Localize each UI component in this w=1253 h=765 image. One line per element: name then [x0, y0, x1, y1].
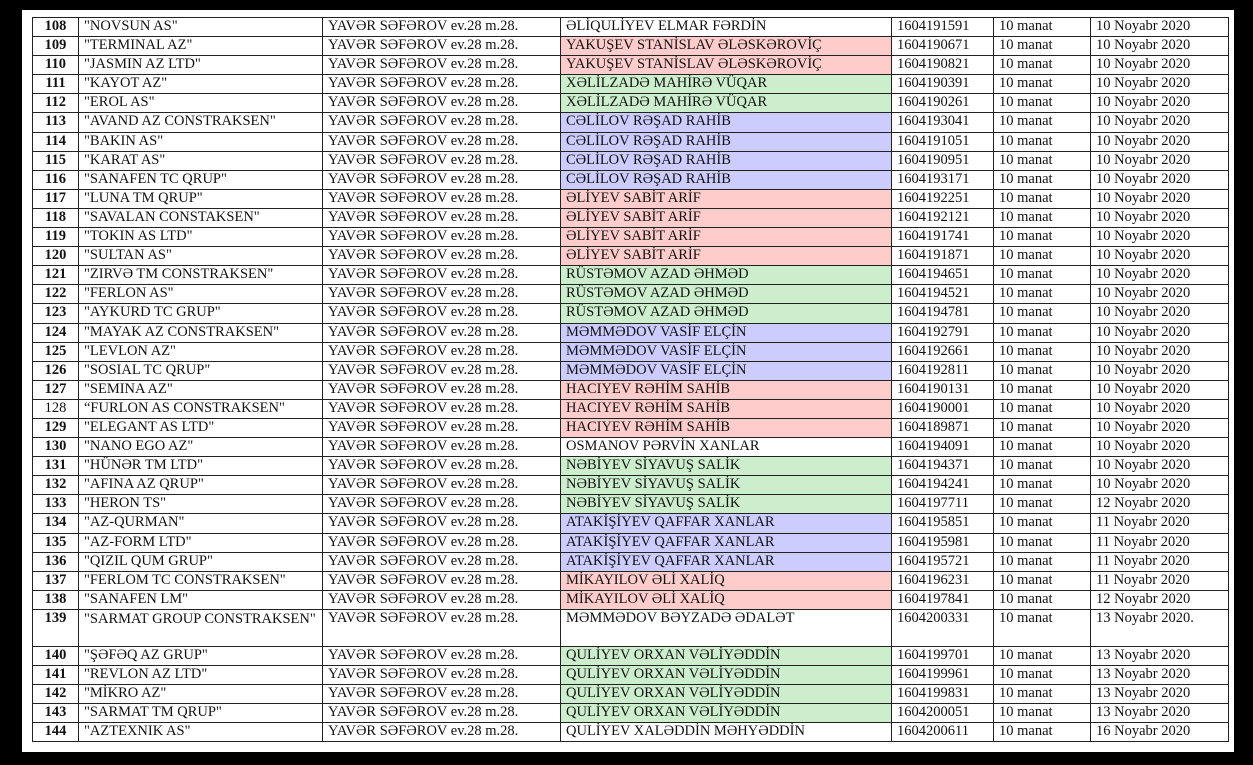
table-row	[33, 495, 1229, 514]
code-cell: 1604190261	[892, 94, 994, 113]
table-row	[33, 247, 1229, 266]
table-row	[33, 228, 1229, 247]
person-name-cell: NƏBİYEV SİYAVUŞ SALİK	[561, 495, 892, 514]
company-name-cell: "ELEGANT AS LTD"	[79, 418, 323, 437]
address-cell: YAVƏR SƏFƏROV ev.28 m.28.	[323, 609, 561, 646]
date-cell: 10 Noyabr 2020	[1091, 56, 1229, 75]
person-name-cell: MƏMMƏDOV VASİF ELÇİN	[561, 323, 892, 342]
table-row	[33, 571, 1229, 590]
date-cell: 13 Noyabr 2020.	[1091, 609, 1229, 646]
code-cell: 1604191051	[892, 132, 994, 151]
company-name-cell: "AZ-QURMAN"	[79, 514, 323, 533]
date-cell: 10 Noyabr 2020	[1091, 247, 1229, 266]
amount-cell: 10 manat	[994, 552, 1091, 571]
date-cell: 13 Noyabr 2020	[1091, 666, 1229, 685]
code-cell: 1604199701	[892, 646, 994, 665]
amount-cell: 10 manat	[994, 666, 1091, 685]
date-cell: 10 Noyabr 2020	[1091, 189, 1229, 208]
person-name-cell: QULİYEV ORXAN VƏLİYƏDDİN	[561, 666, 892, 685]
amount-cell: 10 manat	[994, 285, 1091, 304]
date-cell: 11 Noyabr 2020	[1091, 571, 1229, 590]
amount-cell: 10 manat	[994, 533, 1091, 552]
person-name-cell: ƏLİYEV SABİT ARİF	[561, 247, 892, 266]
person-name-cell: MƏMMƏDOV BƏYZADƏ ƏDALƏT	[561, 609, 892, 646]
company-name-cell: "FERLOM TC CONSTRAKSEN"	[79, 571, 323, 590]
date-cell: 10 Noyabr 2020	[1091, 228, 1229, 247]
date-cell: 11 Noyabr 2020	[1091, 514, 1229, 533]
table-row	[33, 37, 1229, 56]
code-cell: 1604190391	[892, 75, 994, 94]
person-name-cell: RÜSTƏMOV AZAD ƏHMƏD	[561, 285, 892, 304]
date-cell: 10 Noyabr 2020	[1091, 75, 1229, 94]
address-cell: YAVƏR SƏFƏROV ev.28 m.28.	[323, 418, 561, 437]
address-cell: YAVƏR SƏFƏROV ev.28 m.28.	[323, 533, 561, 552]
person-name-cell: ƏLİQULİYEV ELMAR FƏRDİN	[561, 18, 892, 37]
row-number-cell: 137	[33, 571, 79, 590]
code-cell: 1604191741	[892, 228, 994, 247]
amount-cell: 10 manat	[994, 247, 1091, 266]
table-row	[33, 94, 1229, 113]
table-row	[33, 685, 1229, 704]
row-number-cell: 109	[33, 37, 79, 56]
company-name-cell: "AFINA AZ QRUP"	[79, 476, 323, 495]
code-cell: 1604192251	[892, 189, 994, 208]
code-cell: 1604191591	[892, 18, 994, 37]
code-cell: 1604195851	[892, 514, 994, 533]
row-number-cell: 111	[33, 75, 79, 94]
code-cell: 1604200611	[892, 723, 994, 742]
code-cell: 1604194781	[892, 304, 994, 323]
table-row	[33, 151, 1229, 170]
table-row	[33, 723, 1229, 742]
company-name-cell: "SEMINA AZ"	[79, 380, 323, 399]
address-cell: YAVƏR SƏFƏROV ev.28 m.28.	[323, 208, 561, 227]
address-cell: YAVƏR SƏFƏROV ev.28 m.28.	[323, 151, 561, 170]
company-name-cell: “FURLON AS CONSTRAKSEN"	[79, 399, 323, 418]
person-name-cell: CƏLİLOV RƏŞAD RAHİB	[561, 132, 892, 151]
row-number-cell: 125	[33, 342, 79, 361]
company-name-cell: "HERON TS"	[79, 495, 323, 514]
table-row	[33, 380, 1229, 399]
code-cell: 1604194241	[892, 476, 994, 495]
company-name-cell: "NOVSUN AS"	[79, 18, 323, 37]
row-number-cell: 127	[33, 380, 79, 399]
company-name-cell: "SANAFEN TC QRUP"	[79, 170, 323, 189]
address-cell: YAVƏR SƏFƏROV ev.28 m.28.	[323, 457, 561, 476]
row-number-cell: 120	[33, 247, 79, 266]
row-number-cell: 121	[33, 266, 79, 285]
company-name-cell: "LEVLON AZ"	[79, 342, 323, 361]
date-cell: 10 Noyabr 2020	[1091, 208, 1229, 227]
row-number-cell: 141	[33, 666, 79, 685]
table-row	[33, 514, 1229, 533]
person-name-cell: MƏMMƏDOV VASİF ELÇİN	[561, 361, 892, 380]
table-row	[33, 666, 1229, 685]
date-cell: 10 Noyabr 2020	[1091, 342, 1229, 361]
person-name-cell: RÜSTƏMOV AZAD ƏHMƏD	[561, 266, 892, 285]
table-row	[33, 56, 1229, 75]
address-cell: YAVƏR SƏFƏROV ev.28 m.28.	[323, 361, 561, 380]
address-cell: YAVƏR SƏFƏROV ev.28 m.28.	[323, 132, 561, 151]
person-name-cell: CƏLİLOV RƏŞAD RAHİB	[561, 113, 892, 132]
person-name-cell: ƏLİYEV SABİT ARİF	[561, 208, 892, 227]
address-cell: YAVƏR SƏFƏROV ev.28 m.28.	[323, 495, 561, 514]
table-row	[33, 418, 1229, 437]
amount-cell: 10 manat	[994, 590, 1091, 609]
address-cell: YAVƏR SƏFƏROV ev.28 m.28.	[323, 266, 561, 285]
amount-cell: 10 manat	[994, 208, 1091, 227]
code-cell: 1604196231	[892, 571, 994, 590]
address-cell: YAVƏR SƏFƏROV ev.28 m.28.	[323, 552, 561, 571]
date-cell: 10 Noyabr 2020	[1091, 37, 1229, 56]
code-cell: 1604190821	[892, 56, 994, 75]
row-number-cell: 144	[33, 723, 79, 742]
date-cell: 10 Noyabr 2020	[1091, 361, 1229, 380]
date-cell: 10 Noyabr 2020	[1091, 132, 1229, 151]
table-row	[33, 170, 1229, 189]
address-cell: YAVƏR SƏFƏROV ev.28 m.28.	[323, 704, 561, 723]
amount-cell: 10 manat	[994, 646, 1091, 665]
table-body	[33, 18, 1229, 742]
date-cell: 10 Noyabr 2020	[1091, 476, 1229, 495]
amount-cell: 10 manat	[994, 18, 1091, 37]
address-cell: YAVƏR SƏFƏROV ev.28 m.28.	[323, 438, 561, 457]
code-cell: 1604194651	[892, 266, 994, 285]
table-row	[33, 18, 1229, 37]
table-row	[33, 361, 1229, 380]
row-number-cell: 139	[33, 609, 79, 646]
amount-cell: 10 manat	[994, 457, 1091, 476]
company-name-cell: "JASMIN AZ LTD"	[79, 56, 323, 75]
table-row	[33, 342, 1229, 361]
table-row	[33, 132, 1229, 151]
company-name-cell: "SOSIAL TC QRUP"	[79, 361, 323, 380]
amount-cell: 10 manat	[994, 438, 1091, 457]
date-cell: 10 Noyabr 2020	[1091, 94, 1229, 113]
person-name-cell: OSMANOV PƏRVİN XANLAR	[561, 438, 892, 457]
person-name-cell: HACIYEV RƏHİM SAHİB	[561, 418, 892, 437]
amount-cell: 10 manat	[994, 323, 1091, 342]
company-name-cell: "AYKURD TC GRUP"	[79, 304, 323, 323]
company-name-cell: "ŞƏFƏQ AZ GRUP"	[79, 646, 323, 665]
amount-cell: 10 manat	[994, 609, 1091, 646]
date-cell: 10 Noyabr 2020	[1091, 399, 1229, 418]
date-cell: 10 Noyabr 2020	[1091, 304, 1229, 323]
company-name-cell: "MİKRO AZ"	[79, 685, 323, 704]
row-number-cell: 128	[33, 399, 79, 418]
row-number-cell: 143	[33, 704, 79, 723]
address-cell: YAVƏR SƏFƏROV ev.28 m.28.	[323, 170, 561, 189]
company-name-cell: "FERLON AS"	[79, 285, 323, 304]
code-cell: 1604199831	[892, 685, 994, 704]
amount-cell: 10 manat	[994, 228, 1091, 247]
code-cell: 1604190131	[892, 380, 994, 399]
person-name-cell: ƏLİYEV SABİT ARİF	[561, 189, 892, 208]
person-name-cell: XƏLİLZADƏ MAHİRƏ VÜQAR	[561, 94, 892, 113]
row-number-cell: 114	[33, 132, 79, 151]
table-row	[33, 113, 1229, 132]
company-name-cell: "AZ-FORM LTD"	[79, 533, 323, 552]
address-cell: YAVƏR SƏFƏROV ev.28 m.28.	[323, 666, 561, 685]
row-number-cell: 140	[33, 646, 79, 665]
row-number-cell: 112	[33, 94, 79, 113]
amount-cell: 10 manat	[994, 399, 1091, 418]
code-cell: 1604191871	[892, 247, 994, 266]
row-number-cell: 123	[33, 304, 79, 323]
company-name-cell: "REVLON AZ LTD"	[79, 666, 323, 685]
amount-cell: 10 manat	[994, 361, 1091, 380]
code-cell: 1604199961	[892, 666, 994, 685]
table-row	[33, 399, 1229, 418]
amount-cell: 10 manat	[994, 170, 1091, 189]
company-name-cell: "LUNA TM QRUP"	[79, 189, 323, 208]
person-name-cell: ATAKİŞİYEV QAFFAR XANLAR	[561, 514, 892, 533]
table-row	[33, 590, 1229, 609]
amount-cell: 10 manat	[994, 132, 1091, 151]
table-row	[33, 323, 1229, 342]
person-name-cell: QULİYEV ORXAN VƏLİYƏDDİN	[561, 704, 892, 723]
person-name-cell: YAKUŞEV STANİSLAV ƏLƏSKƏROVİÇ	[561, 37, 892, 56]
amount-cell: 10 manat	[994, 380, 1091, 399]
row-number-cell: 136	[33, 552, 79, 571]
code-cell: 1604190001	[892, 399, 994, 418]
table-row	[33, 285, 1229, 304]
code-cell: 1604194091	[892, 438, 994, 457]
company-registry-table	[32, 17, 1229, 742]
table-row	[33, 476, 1229, 495]
person-name-cell: CƏLİLOV RƏŞAD RAHİB	[561, 170, 892, 189]
table-row	[33, 533, 1229, 552]
date-cell: 10 Noyabr 2020	[1091, 18, 1229, 37]
person-name-cell: MƏMMƏDOV VASİF ELÇİN	[561, 342, 892, 361]
address-cell: YAVƏR SƏFƏROV ev.28 m.28.	[323, 56, 561, 75]
table-row	[33, 438, 1229, 457]
address-cell: YAVƏR SƏFƏROV ev.28 m.28.	[323, 304, 561, 323]
company-name-cell: "KAYOT AZ"	[79, 75, 323, 94]
address-cell: YAVƏR SƏFƏROV ev.28 m.28.	[323, 590, 561, 609]
company-name-cell: "AVAND AZ CONSTRAKSEN"	[79, 113, 323, 132]
person-name-cell: CƏLİLOV RƏŞAD RAHİB	[561, 151, 892, 170]
document-page	[22, 10, 1234, 752]
company-name-cell: "NANO EGO AZ"	[79, 438, 323, 457]
table-row	[33, 552, 1229, 571]
amount-cell: 10 manat	[994, 304, 1091, 323]
amount-cell: 10 manat	[994, 94, 1091, 113]
date-cell: 12 Noyabr 2020	[1091, 495, 1229, 514]
code-cell: 1604194371	[892, 457, 994, 476]
address-cell: YAVƏR SƏFƏROV ev.28 m.28.	[323, 94, 561, 113]
company-name-cell: "AZTEXNIK AS"	[79, 723, 323, 742]
amount-cell: 10 manat	[994, 37, 1091, 56]
date-cell: 11 Noyabr 2020	[1091, 533, 1229, 552]
address-cell: YAVƏR SƏFƏROV ev.28 m.28.	[323, 476, 561, 495]
address-cell: YAVƏR SƏFƏROV ev.28 m.28.	[323, 380, 561, 399]
company-name-cell: "QIZIL QUM GRUP"	[79, 552, 323, 571]
row-number-cell: 118	[33, 208, 79, 227]
date-cell: 10 Noyabr 2020	[1091, 151, 1229, 170]
row-number-cell: 115	[33, 151, 79, 170]
address-cell: YAVƏR SƏFƏROV ev.28 m.28.	[323, 514, 561, 533]
code-cell: 1604195981	[892, 533, 994, 552]
company-name-cell: "SANAFEN LM"	[79, 590, 323, 609]
row-number-cell: 119	[33, 228, 79, 247]
person-name-cell: NƏBİYEV SİYAVUŞ SALİK	[561, 457, 892, 476]
company-name-cell: "BAKIN AS"	[79, 132, 323, 151]
company-name-cell: "TERMINAL AZ"	[79, 37, 323, 56]
amount-cell: 10 manat	[994, 342, 1091, 361]
date-cell: 10 Noyabr 2020	[1091, 457, 1229, 476]
code-cell: 1604197711	[892, 495, 994, 514]
code-cell: 1604197841	[892, 590, 994, 609]
amount-cell: 10 manat	[994, 723, 1091, 742]
date-cell: 10 Noyabr 2020	[1091, 266, 1229, 285]
address-cell: YAVƏR SƏFƏROV ev.28 m.28.	[323, 685, 561, 704]
amount-cell: 10 manat	[994, 476, 1091, 495]
company-name-cell: "HÜNƏR TM LTD"	[79, 457, 323, 476]
amount-cell: 10 manat	[994, 75, 1091, 94]
table-row	[33, 304, 1229, 323]
person-name-cell: YAKUŞEV STANİSLAV ƏLƏSKƏROVİÇ	[561, 56, 892, 75]
code-cell: 1604195721	[892, 552, 994, 571]
code-cell: 1604194521	[892, 285, 994, 304]
date-cell: 16 Noyabr 2020	[1091, 723, 1229, 742]
company-name-cell: "EROL AS"	[79, 94, 323, 113]
address-cell: YAVƏR SƏFƏROV ev.28 m.28.	[323, 285, 561, 304]
code-cell: 1604190951	[892, 151, 994, 170]
amount-cell: 10 manat	[994, 266, 1091, 285]
row-number-cell: 122	[33, 285, 79, 304]
address-cell: YAVƏR SƏFƏROV ev.28 m.28.	[323, 247, 561, 266]
amount-cell: 10 manat	[994, 571, 1091, 590]
table-row	[33, 457, 1229, 476]
amount-cell: 10 manat	[994, 418, 1091, 437]
person-name-cell: HACIYEV RƏHİM SAHİB	[561, 399, 892, 418]
date-cell: 10 Noyabr 2020	[1091, 323, 1229, 342]
address-cell: YAVƏR SƏFƏROV ev.28 m.28.	[323, 113, 561, 132]
row-number-cell: 131	[33, 457, 79, 476]
row-number-cell: 116	[33, 170, 79, 189]
row-number-cell: 142	[33, 685, 79, 704]
code-cell: 1604192121	[892, 208, 994, 227]
person-name-cell: ATAKİŞİYEV QAFFAR XANLAR	[561, 552, 892, 571]
person-name-cell: ƏLİYEV SABİT ARİF	[561, 228, 892, 247]
table-row	[33, 189, 1229, 208]
row-number-cell: 130	[33, 438, 79, 457]
person-name-cell: NƏBİYEV SİYAVUŞ SALİK	[561, 476, 892, 495]
person-name-cell: QULİYEV ORXAN VƏLİYƏDDİN	[561, 685, 892, 704]
table-row	[33, 208, 1229, 227]
amount-cell: 10 manat	[994, 704, 1091, 723]
company-name-cell: "SARMAT GROUP CONSTRAKSEN"	[79, 609, 323, 646]
address-cell: YAVƏR SƏFƏROV ev.28 m.28.	[323, 75, 561, 94]
amount-cell: 10 manat	[994, 189, 1091, 208]
person-name-cell: MİKAYILOV ƏLİ XALİQ	[561, 571, 892, 590]
date-cell: 10 Noyabr 2020	[1091, 380, 1229, 399]
code-cell: 1604192791	[892, 323, 994, 342]
table-row	[33, 646, 1229, 665]
company-name-cell: "ZIRVƏ TM CONSTRAKSEN"	[79, 266, 323, 285]
person-name-cell: QULİYEV XALƏDDİN MƏHYƏDDİN	[561, 723, 892, 742]
date-cell: 10 Noyabr 2020	[1091, 438, 1229, 457]
address-cell: YAVƏR SƏFƏROV ev.28 m.28.	[323, 228, 561, 247]
row-number-cell: 129	[33, 418, 79, 437]
company-name-cell: "KARAT AS"	[79, 151, 323, 170]
date-cell: 10 Noyabr 2020	[1091, 418, 1229, 437]
person-name-cell: MİKAYILOV ƏLİ XALİQ	[561, 590, 892, 609]
amount-cell: 10 manat	[994, 56, 1091, 75]
table-row	[33, 266, 1229, 285]
code-cell: 1604192661	[892, 342, 994, 361]
code-cell: 1604200051	[892, 704, 994, 723]
code-cell: 1604193041	[892, 113, 994, 132]
address-cell: YAVƏR SƏFƏROV ev.28 m.28.	[323, 342, 561, 361]
date-cell: 11 Noyabr 2020	[1091, 552, 1229, 571]
code-cell: 1604200331	[892, 609, 994, 646]
person-name-cell: HACIYEV RƏHİM SAHİB	[561, 380, 892, 399]
amount-cell: 10 manat	[994, 495, 1091, 514]
person-name-cell: XƏLİLZADƏ MAHİRƏ VÜQAR	[561, 75, 892, 94]
row-number-cell: 124	[33, 323, 79, 342]
table-row	[33, 75, 1229, 94]
date-cell: 13 Noyabr 2020	[1091, 704, 1229, 723]
company-name-cell: "SARMAT TM QRUP"	[79, 704, 323, 723]
person-name-cell: ATAKİŞİYEV QAFFAR XANLAR	[561, 533, 892, 552]
row-number-cell: 134	[33, 514, 79, 533]
company-name-cell: "SAVALAN CONSTAKSEN"	[79, 208, 323, 227]
table-row	[33, 704, 1229, 723]
address-cell: YAVƏR SƏFƏROV ev.28 m.28.	[323, 723, 561, 742]
date-cell: 13 Noyabr 2020	[1091, 685, 1229, 704]
row-number-cell: 108	[33, 18, 79, 37]
code-cell: 1604192811	[892, 361, 994, 380]
row-number-cell: 110	[33, 56, 79, 75]
amount-cell: 10 manat	[994, 514, 1091, 533]
row-number-cell: 132	[33, 476, 79, 495]
date-cell: 10 Noyabr 2020	[1091, 285, 1229, 304]
address-cell: YAVƏR SƏFƏROV ev.28 m.28.	[323, 323, 561, 342]
table-row	[33, 609, 1229, 646]
person-name-cell: QULİYEV ORXAN VƏLİYƏDDİN	[561, 646, 892, 665]
code-cell: 1604193171	[892, 170, 994, 189]
code-cell: 1604190671	[892, 37, 994, 56]
row-number-cell: 126	[33, 361, 79, 380]
address-cell: YAVƏR SƏFƏROV ev.28 m.28.	[323, 37, 561, 56]
amount-cell: 10 manat	[994, 151, 1091, 170]
address-cell: YAVƏR SƏFƏROV ev.28 m.28.	[323, 571, 561, 590]
amount-cell: 10 manat	[994, 685, 1091, 704]
address-cell: YAVƏR SƏFƏROV ev.28 m.28.	[323, 18, 561, 37]
row-number-cell: 135	[33, 533, 79, 552]
company-name-cell: "MAYAK AZ CONSTRAKSEN"	[79, 323, 323, 342]
date-cell: 13 Noyabr 2020	[1091, 646, 1229, 665]
company-name-cell: "SULTAN AS"	[79, 247, 323, 266]
address-cell: YAVƏR SƏFƏROV ev.28 m.28.	[323, 189, 561, 208]
date-cell: 10 Noyabr 2020	[1091, 170, 1229, 189]
address-cell: YAVƏR SƏFƏROV ev.28 m.28.	[323, 399, 561, 418]
row-number-cell: 117	[33, 189, 79, 208]
row-number-cell: 138	[33, 590, 79, 609]
amount-cell: 10 manat	[994, 113, 1091, 132]
date-cell: 12 Noyabr 2020	[1091, 590, 1229, 609]
address-cell: YAVƏR SƏFƏROV ev.28 m.28.	[323, 646, 561, 665]
row-number-cell: 133	[33, 495, 79, 514]
company-name-cell: "TOKIN AS LTD"	[79, 228, 323, 247]
date-cell: 10 Noyabr 2020	[1091, 113, 1229, 132]
person-name-cell: RÜSTƏMOV AZAD ƏHMƏD	[561, 304, 892, 323]
row-number-cell: 113	[33, 113, 79, 132]
code-cell: 1604189871	[892, 418, 994, 437]
